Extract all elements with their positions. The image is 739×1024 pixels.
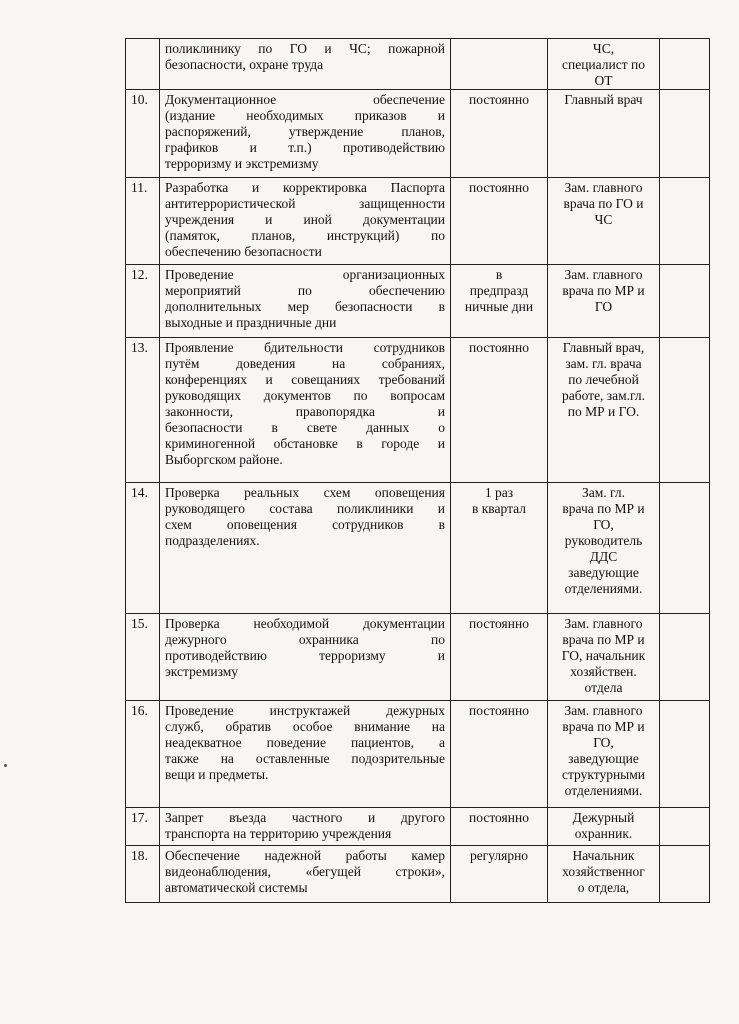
activity-cell: [160, 846, 451, 903]
note-cell: [660, 846, 710, 903]
note-cell: [660, 614, 710, 701]
row-number: 13.: [126, 338, 160, 483]
activity-line: поликлинику по ГО и ЧС; пожарной: [165, 41, 445, 56]
activity-line: Проведение инструктажей дежурных: [165, 703, 445, 718]
note-cell: [660, 338, 710, 483]
activity-line: мероприятий по обеспечению: [165, 283, 445, 298]
term-cell: 1 раз в квартал: [451, 483, 548, 614]
row-number: 14.: [126, 483, 160, 614]
table-row: [126, 39, 710, 90]
row-number: 10.: [126, 90, 160, 178]
activity-line: (памяток, планов, инструкций) по: [165, 228, 445, 243]
term-cell: в предпразд ничные дни: [451, 265, 548, 338]
activity-line: антитеррористической защищенности: [165, 196, 445, 211]
note-cell: [660, 178, 710, 265]
activity-line: вещи и предметы.: [165, 767, 269, 782]
activity-line: Запрет въезда частного и другого: [165, 810, 445, 825]
responsible-cell: Зам. гл. врача по МР и ГО, руководитель ДДС заведующие отделениями.: [548, 483, 660, 614]
activity-line: транспорта на территорию учреждения: [165, 826, 392, 841]
table-row: [126, 614, 710, 701]
activity-line: Проведение организационных: [165, 267, 445, 282]
term-cell: постоянно: [451, 178, 548, 265]
activity-line: неадекватное поведение пациентов, а: [165, 735, 445, 750]
activity-line: схем оповещения сотрудников в: [165, 517, 445, 532]
activity-line: безопасности, охране труда: [165, 57, 324, 72]
table-row: [126, 846, 710, 903]
activity-line: противодействию терроризму и: [165, 648, 445, 663]
responsible-cell: Зам. главного врача по МР и ГО: [548, 265, 660, 338]
activity-line: Проверка необходимой документации: [165, 616, 445, 631]
measures-table-body: [126, 39, 710, 903]
activity-line: конференциях и совещаниях требований: [165, 372, 445, 387]
activity-line: экстремизму: [165, 664, 239, 679]
activity-line: Проявление бдительности сотрудников: [165, 340, 445, 355]
responsible-cell: Главный врач, зам. гл. врача по лечебной работе, зам.гл. по МР и ГО.: [548, 338, 660, 483]
activity-cell: [160, 483, 451, 614]
activity-line: путём доведения на собраниях,: [165, 356, 445, 371]
responsible-cell: Главный врач: [548, 90, 660, 178]
row-number: 15.: [126, 614, 160, 701]
responsible-cell: Зам. главного врача по МР и ГО, заведующие структурными отделениями.: [548, 701, 660, 808]
activity-line: автоматической системы: [165, 880, 308, 895]
row-number: 16.: [126, 701, 160, 808]
table-row: [126, 265, 710, 338]
table-row: [126, 808, 710, 846]
activity-line: (издание необходимых приказов и: [165, 108, 445, 123]
activity-line: Проверка реальных схем оповещения: [165, 485, 445, 500]
activity-line: подразделениях.: [165, 533, 260, 548]
activity-line: терроризму и экстремизму: [165, 156, 319, 171]
note-cell: [660, 265, 710, 338]
term-cell: постоянно: [451, 614, 548, 701]
activity-line: дополнительных мер безопасности в: [165, 299, 445, 314]
row-number: 12.: [126, 265, 160, 338]
activity-line: безопасности в свете данных о: [165, 420, 445, 435]
activity-line: графиков и т.п.) противодействию: [165, 140, 445, 155]
activity-line: Выборгском районе.: [165, 452, 283, 467]
row-number: 17.: [126, 808, 160, 846]
table-row: [126, 90, 710, 178]
activity-line: распоряжений, утверждение планов,: [165, 124, 445, 139]
term-cell: постоянно: [451, 808, 548, 846]
activity-cell: [160, 701, 451, 808]
activity-line: руководящих документов по вопросам: [165, 388, 445, 403]
activity-line: законности, правопорядка и: [165, 404, 445, 419]
term-cell: [451, 39, 548, 90]
note-cell: [660, 39, 710, 90]
responsible-cell: ЧС, специалист по ОТ: [548, 39, 660, 90]
activity-line: учреждения и иной документации: [165, 212, 445, 227]
activity-line: также на оставленные подозрительные: [165, 751, 445, 766]
term-cell: постоянно: [451, 90, 548, 178]
responsible-cell: Начальник хозяйственног о отдела,: [548, 846, 660, 903]
note-cell: [660, 90, 710, 178]
activity-cell: [160, 39, 451, 90]
activity-cell: [160, 614, 451, 701]
note-cell: [660, 483, 710, 614]
responsible-cell: Дежурный охранник.: [548, 808, 660, 846]
activity-line: Обеспечение надежной работы камер: [165, 848, 445, 863]
measures-table: [125, 38, 710, 903]
row-number: 11.: [126, 178, 160, 265]
table-row: [126, 701, 710, 808]
activity-line: криминогенной обстановке в городе и: [165, 436, 445, 451]
activity-line: руководящего состава поликлиники и: [165, 501, 445, 516]
activity-line: дежурного охранника по: [165, 632, 445, 647]
row-number: 18.: [126, 846, 160, 903]
activity-line: Разработка и корректировка Паспорта: [165, 180, 445, 195]
page-speck: [4, 764, 7, 767]
table-row: [126, 178, 710, 265]
note-cell: [660, 808, 710, 846]
activity-cell: [160, 178, 451, 265]
activity-line: видеонаблюдения, «бегущей строки»,: [165, 864, 445, 879]
activity-line: служб, обратив особое внимание на: [165, 719, 445, 734]
activity-line: обеспечению безопасности: [165, 244, 322, 259]
responsible-cell: Зам. главного врача по МР и ГО, начальник хозяйствен. отдела: [548, 614, 660, 701]
activity-cell: [160, 265, 451, 338]
table-row: [126, 483, 710, 614]
activity-cell: [160, 808, 451, 846]
activity-line: Документационное обеспечение: [165, 92, 445, 107]
term-cell: постоянно: [451, 338, 548, 483]
row-number: [126, 39, 160, 90]
activity-line: выходные и праздничные дни: [165, 315, 337, 330]
table-row: [126, 338, 710, 483]
activity-cell: [160, 338, 451, 483]
term-cell: регулярно: [451, 846, 548, 903]
term-cell: постоянно: [451, 701, 548, 808]
activity-cell: [160, 90, 451, 178]
responsible-cell: Зам. главного врача по ГО и ЧС: [548, 178, 660, 265]
note-cell: [660, 701, 710, 808]
